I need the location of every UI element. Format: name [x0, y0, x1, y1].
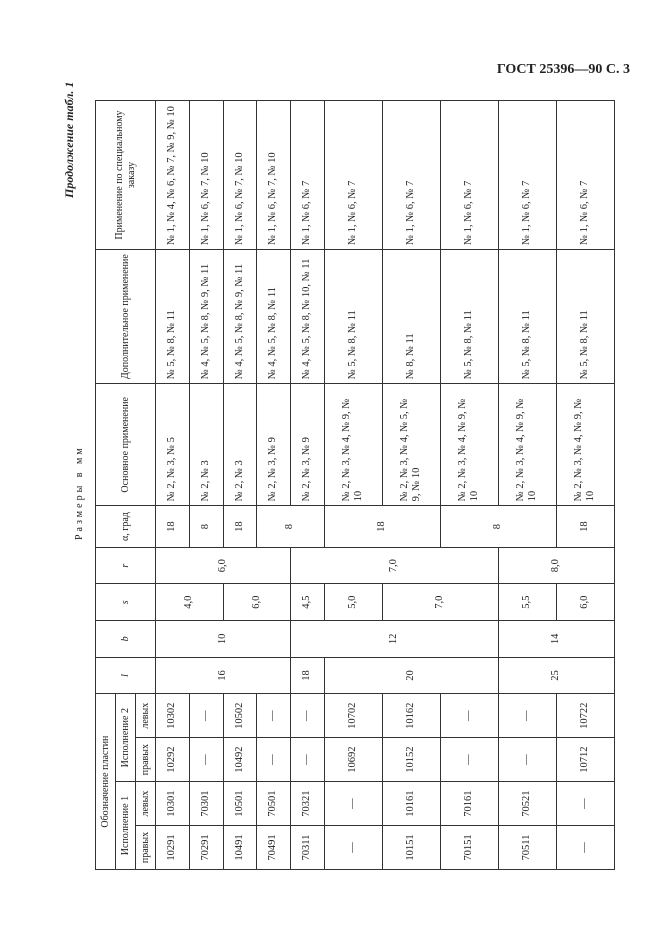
- col-b-header: b: [96, 621, 156, 658]
- page-header: ГОСТ 25396—90 С. 3: [496, 62, 630, 77]
- cell-r2: —: [498, 738, 556, 782]
- cell-l2: 10302: [156, 694, 190, 738]
- cell-l1: 70321: [291, 782, 325, 826]
- cell-special: № 1, № 6, № 7, № 10: [257, 101, 291, 250]
- cell-l2: 10722: [556, 694, 614, 738]
- left1-header: левых: [136, 782, 156, 826]
- left2-header: левых: [136, 694, 156, 738]
- cell-extra: № 5, № 8, № 11: [324, 249, 382, 383]
- cell-l2: —: [291, 694, 325, 738]
- right1-header: правых: [136, 826, 156, 870]
- cell-extra: № 5, № 8, № 11: [556, 249, 614, 383]
- cell-alpha: 18: [324, 506, 440, 548]
- cell-l1: 10161: [382, 782, 440, 826]
- cell-r1: 70511: [498, 826, 556, 870]
- cell-r1: 70291: [189, 826, 223, 870]
- cell-main: № 2, № 3, № 4, № 5, № 9, № 10: [382, 384, 440, 506]
- cell-l1: —: [324, 782, 382, 826]
- designation-header: Обозначение пластин: [96, 694, 116, 870]
- continuation-label: [60, 81, 78, 298]
- cell-r1: 70151: [440, 826, 498, 870]
- cell-alpha: 8: [189, 506, 223, 548]
- cell-r2: —: [440, 738, 498, 782]
- cell-l1: 10301: [156, 782, 190, 826]
- cell-main: № 2, № 3, № 4, № 9, № 10: [440, 384, 498, 506]
- cell-special: № 1, № 6, № 7, № 10: [223, 101, 257, 250]
- cell-l2: —: [189, 694, 223, 738]
- cell-alpha: 18: [223, 506, 257, 548]
- cell-r1: 10491: [223, 826, 257, 870]
- col-s-header: s: [96, 584, 156, 621]
- cell-r2: —: [257, 738, 291, 782]
- cell-b: 10: [156, 621, 291, 658]
- cell-extra: № 4, № 5, № 8, № 9, № 11: [189, 249, 223, 383]
- cell-l1: —: [556, 782, 614, 826]
- cell-r2: —: [189, 738, 223, 782]
- cell-special: № 1, № 6, № 7: [291, 101, 325, 250]
- cell-special: № 1, № 6, № 7: [440, 101, 498, 250]
- cell-b: 14: [498, 621, 614, 658]
- cell-extra: № 5, № 8, № 11: [156, 249, 190, 383]
- cell-r1: 70311: [291, 826, 325, 870]
- cell-r2: 10712: [556, 738, 614, 782]
- cell-s: 4,5: [291, 584, 325, 621]
- table-wrapper: [95, 100, 615, 870]
- cell-l: 18: [291, 657, 325, 694]
- cell-special: № 1, № 6, № 7, № 10: [189, 101, 223, 250]
- col-extra-header: Дополнительное применение: [96, 249, 156, 383]
- cell-extra: № 5, № 8, № 11: [440, 249, 498, 383]
- cell-main: № 2, № 3, № 5: [156, 384, 190, 506]
- col-main-header: Основное применение: [96, 384, 156, 506]
- cell-l: 20: [324, 657, 498, 694]
- cell-s: 7,0: [382, 584, 498, 621]
- cell-l: 25: [498, 657, 614, 694]
- cell-alpha: 8: [440, 506, 556, 548]
- cell-alpha: 18: [156, 506, 190, 548]
- dimensions-text: Размеры в мм: [74, 445, 85, 540]
- cell-extra: № 4, № 5, № 8, № 10, № 11: [291, 249, 325, 383]
- plates-table: [95, 100, 615, 870]
- cell-l: 16: [156, 657, 291, 694]
- cell-l2: 10702: [324, 694, 382, 738]
- cell-main: № 2, № 3, № 4, № 9, № 10: [556, 384, 614, 506]
- isp2-header: Исполнение 2: [116, 694, 136, 782]
- dimensions-label: [70, 420, 88, 620]
- cell-alpha: 8: [257, 506, 325, 548]
- cell-r2: 10492: [223, 738, 257, 782]
- rotated-table-area: [95, 100, 615, 870]
- cell-l1: 70301: [189, 782, 223, 826]
- cell-l1: 70501: [257, 782, 291, 826]
- cell-r1: 70491: [257, 826, 291, 870]
- cell-s: 6,0: [556, 584, 614, 621]
- cell-special: № 1, № 6, № 7: [382, 101, 440, 250]
- isp1-header: Исполнение 1: [116, 782, 136, 870]
- cell-special: № 1, № 6, № 7: [498, 101, 556, 250]
- cell-r2: —: [291, 738, 325, 782]
- cell-l2: —: [257, 694, 291, 738]
- cell-main: № 2, № 3, № 9: [257, 384, 291, 506]
- cell-extra: № 4, № 5, № 8, № 9, № 11: [223, 249, 257, 383]
- col-r-header: r: [96, 547, 156, 584]
- cell-r: 6,0: [156, 547, 291, 584]
- cell-l1: 10501: [223, 782, 257, 826]
- cell-extra: № 4, № 5, № 8, № 11: [257, 249, 291, 383]
- cell-l2: —: [498, 694, 556, 738]
- cell-special: № 1, № 6, № 7: [324, 101, 382, 250]
- cell-main: № 2, № 3, № 9: [291, 384, 325, 506]
- right2-header: правых: [136, 738, 156, 782]
- col-alpha-header: α, град: [96, 506, 156, 548]
- cell-special: № 1, № 4, № 6, № 7, № 9, № 10: [156, 101, 190, 250]
- cell-extra: № 5, № 8, № 11: [498, 249, 556, 383]
- cell-main: № 2, № 3: [189, 384, 223, 506]
- cell-r2: 10692: [324, 738, 382, 782]
- cell-main: № 2, № 3: [223, 384, 257, 506]
- cell-extra: № 8, № 11: [382, 249, 440, 383]
- cell-r1: 10291: [156, 826, 190, 870]
- cell-l2: —: [440, 694, 498, 738]
- cell-s: 5,0: [324, 584, 382, 621]
- cell-r2: 10152: [382, 738, 440, 782]
- col-special-header: Применение по специальному заказу: [96, 101, 156, 250]
- cell-l1: 70521: [498, 782, 556, 826]
- cell-s: 5,5: [498, 584, 556, 621]
- cell-main: № 2, № 3, № 4, № 9, № 10: [324, 384, 382, 506]
- col-l-header: l: [96, 657, 156, 694]
- cell-r2: 10292: [156, 738, 190, 782]
- cell-r1: —: [324, 826, 382, 870]
- cell-b: 12: [291, 621, 499, 658]
- cell-l2: 10162: [382, 694, 440, 738]
- cell-l1: 70161: [440, 782, 498, 826]
- cell-r1: —: [556, 826, 614, 870]
- cell-special: № 1, № 6, № 7: [556, 101, 614, 250]
- cell-r: 8,0: [498, 547, 614, 584]
- cell-alpha: 18: [556, 506, 614, 548]
- cell-l2: 10502: [223, 694, 257, 738]
- cell-main: № 2, № 3, № 4, № 9, № 10: [498, 384, 556, 506]
- cell-s: 6,0: [223, 584, 291, 621]
- cell-s: 4,0: [156, 584, 224, 621]
- cell-r: 7,0: [291, 547, 499, 584]
- continuation-text: Продолжение табл. 1: [62, 81, 76, 198]
- cell-r1: 10151: [382, 826, 440, 870]
